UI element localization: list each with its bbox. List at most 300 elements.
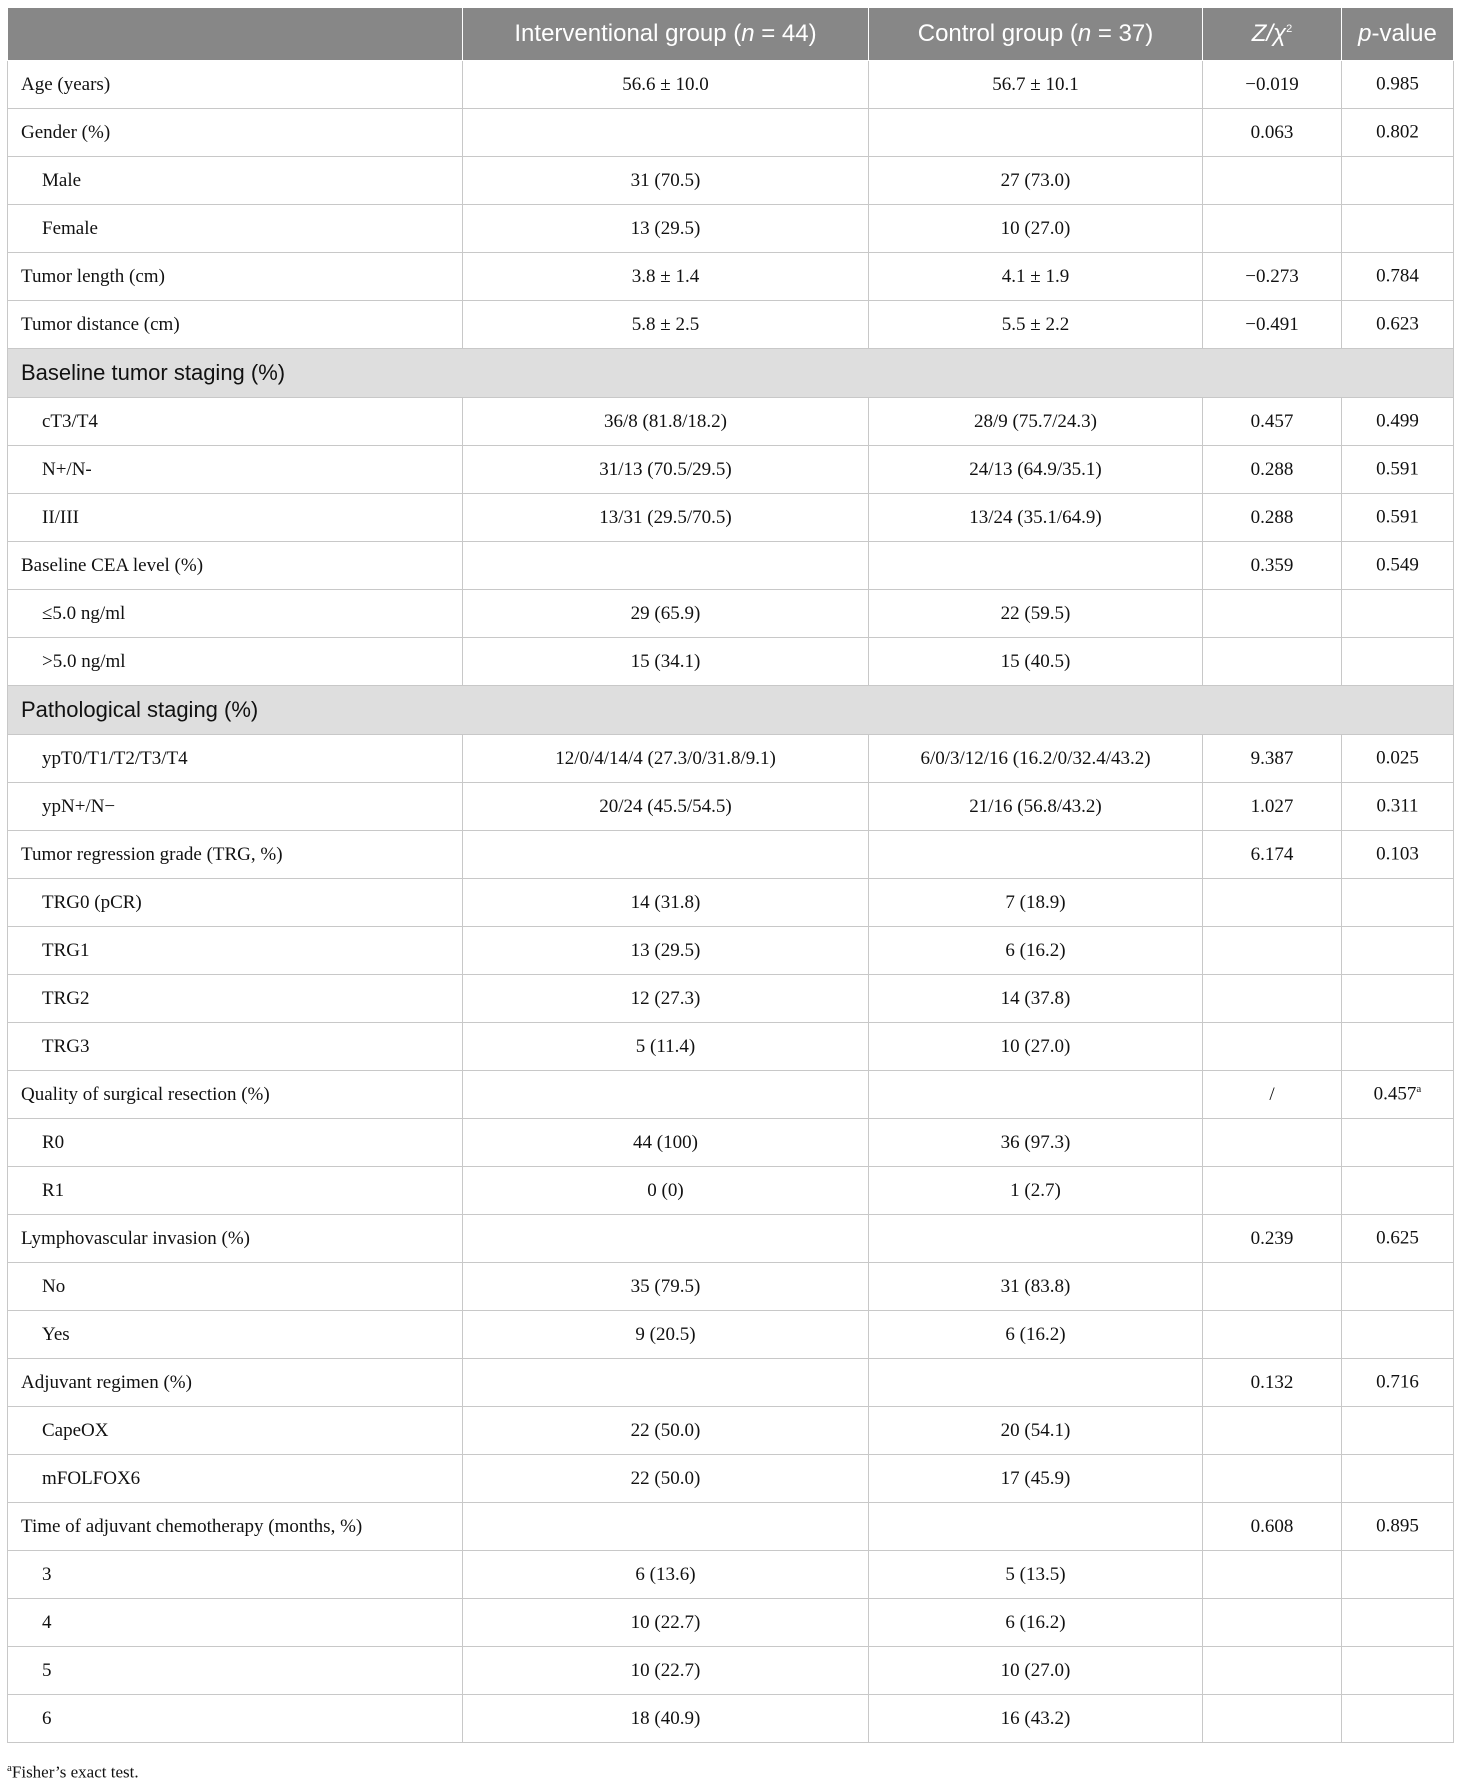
control-value-text: 6 (16.2) xyxy=(1005,1611,1066,1633)
control-value xyxy=(869,1119,1203,1167)
table-row xyxy=(8,590,1454,638)
p-value-text: 0.716 xyxy=(1376,1371,1419,1393)
footnote xyxy=(7,1762,139,1783)
row-label-text: TRG3 xyxy=(42,1035,90,1057)
interventional-value xyxy=(463,975,869,1023)
row-label xyxy=(8,1215,463,1263)
control-value xyxy=(869,1503,1203,1551)
p-value xyxy=(1342,1503,1454,1551)
header-p-letter: p xyxy=(1358,20,1372,47)
row-label-text: mFOLFOX6 xyxy=(42,1467,141,1489)
interventional-value xyxy=(463,1359,869,1407)
statistic-value xyxy=(1203,1263,1342,1311)
statistic-value xyxy=(1203,494,1342,542)
interventional-value-text: 22 (50.0) xyxy=(630,1419,701,1441)
statistic-value xyxy=(1203,831,1342,879)
header-interventional-n: n xyxy=(741,20,755,47)
statistic-value xyxy=(1203,301,1342,349)
control-value xyxy=(869,109,1203,157)
row-label xyxy=(8,205,463,253)
table-row xyxy=(8,301,1454,349)
header-interventional-pre: Interventional group ( xyxy=(514,20,742,47)
row-label xyxy=(8,1599,463,1647)
control-value-text: 27 (73.0) xyxy=(1000,169,1071,191)
table-row xyxy=(8,735,1454,783)
p-value xyxy=(1342,1167,1454,1215)
interventional-value xyxy=(463,1311,869,1359)
header-interventional-post: = 44) xyxy=(754,20,817,47)
statistic-value-text: 0.063 xyxy=(1250,121,1294,143)
interventional-value xyxy=(463,1551,869,1599)
row-label-text: ypN+/N− xyxy=(42,795,116,817)
control-value-text: 10 (27.0) xyxy=(1000,1659,1071,1681)
control-value-text: 10 (27.0) xyxy=(1000,217,1071,239)
section-row xyxy=(8,686,1454,735)
statistic-value xyxy=(1203,1647,1342,1695)
row-label-text: TRG0 (pCR) xyxy=(42,891,142,913)
p-value xyxy=(1342,1407,1454,1455)
p-value xyxy=(1342,109,1454,157)
statistic-value xyxy=(1203,590,1342,638)
control-value-text: 31 (83.8) xyxy=(1000,1275,1071,1297)
statistic-value xyxy=(1203,1167,1342,1215)
row-label-text: ≤5.0 ng/ml xyxy=(42,602,126,624)
control-value xyxy=(869,1167,1203,1215)
statistic-value xyxy=(1203,1695,1342,1743)
interventional-value xyxy=(463,398,869,446)
control-value-text: 14 (37.8) xyxy=(1000,987,1071,1009)
statistic-value xyxy=(1203,1503,1342,1551)
p-value xyxy=(1342,1215,1454,1263)
statistic-value-text: 0.608 xyxy=(1250,1515,1294,1537)
control-value xyxy=(869,1263,1203,1311)
row-label-text: 6 xyxy=(42,1707,52,1729)
control-value xyxy=(869,1455,1203,1503)
table-row xyxy=(8,1311,1454,1359)
row-label xyxy=(8,1695,463,1743)
p-value xyxy=(1342,975,1454,1023)
table-row xyxy=(8,927,1454,975)
interventional-value-text: 15 (34.1) xyxy=(630,650,701,672)
table-row xyxy=(8,1215,1454,1263)
table-row xyxy=(8,783,1454,831)
p-value-text: 0.802 xyxy=(1376,121,1419,143)
statistic-value xyxy=(1203,1023,1342,1071)
interventional-value xyxy=(463,735,869,783)
control-value xyxy=(869,590,1203,638)
interventional-value xyxy=(463,301,869,349)
control-value xyxy=(869,1647,1203,1695)
statistic-value xyxy=(1203,1215,1342,1263)
p-value-text: 0.895 xyxy=(1376,1515,1419,1537)
p-value xyxy=(1342,61,1454,109)
statistic-value-text: 0.288 xyxy=(1250,506,1294,528)
table-row xyxy=(8,1263,1454,1311)
row-label xyxy=(8,1407,463,1455)
row-label-text: 4 xyxy=(42,1611,52,1633)
interventional-value xyxy=(463,109,869,157)
row-label xyxy=(8,1647,463,1695)
statistic-value xyxy=(1203,879,1342,927)
row-label xyxy=(8,542,463,590)
control-value xyxy=(869,1407,1203,1455)
interventional-value-text: 56.6 ± 10.0 xyxy=(622,73,709,95)
header-control-pre: Control group ( xyxy=(917,20,1078,47)
header-statistic-sup: 2 xyxy=(1286,23,1293,35)
row-label xyxy=(8,927,463,975)
table-row xyxy=(8,638,1454,686)
p-value-text: 0.591 xyxy=(1376,506,1419,528)
control-value-text: 1 (2.7) xyxy=(1010,1179,1061,1201)
row-label xyxy=(8,975,463,1023)
p-value-text: 0.549 xyxy=(1376,554,1419,576)
interventional-value xyxy=(463,1071,869,1119)
p-value-text: 0.623 xyxy=(1376,313,1419,335)
footnote-marker: a xyxy=(7,1762,12,1774)
p-value xyxy=(1342,1023,1454,1071)
statistic-value-text: 1.027 xyxy=(1250,795,1294,817)
interventional-value xyxy=(463,1023,869,1071)
table-row xyxy=(8,1407,1454,1455)
row-label xyxy=(8,446,463,494)
p-value xyxy=(1342,1695,1454,1743)
statistic-value-text: 0.288 xyxy=(1250,458,1294,480)
table-row xyxy=(8,1023,1454,1071)
control-value-text: 13/24 (35.1/64.9) xyxy=(969,506,1102,528)
interventional-value xyxy=(463,879,869,927)
table-row xyxy=(8,61,1454,109)
control-value xyxy=(869,1215,1203,1263)
interventional-value xyxy=(463,494,869,542)
row-label-text: Tumor length (cm) xyxy=(21,265,165,287)
interventional-value xyxy=(463,1407,869,1455)
p-value xyxy=(1342,301,1454,349)
table-row xyxy=(8,109,1454,157)
table-row xyxy=(8,542,1454,590)
table-row xyxy=(8,1455,1454,1503)
statistic-value xyxy=(1203,975,1342,1023)
control-value-text: 10 (27.0) xyxy=(1000,1035,1071,1057)
header-control-n: n xyxy=(1077,20,1092,47)
statistic-value xyxy=(1203,1455,1342,1503)
footnote-text: Fisher’s exact test. xyxy=(11,1762,139,1782)
header-p-post: -value xyxy=(1371,20,1437,47)
statistic-value-text: 0.239 xyxy=(1250,1227,1294,1249)
interventional-value xyxy=(463,638,869,686)
p-value xyxy=(1342,542,1454,590)
statistic-value xyxy=(1203,638,1342,686)
interventional-value-text: 14 (31.8) xyxy=(630,891,701,913)
table-row xyxy=(8,1071,1454,1119)
interventional-value-text: 20/24 (45.5/54.5) xyxy=(599,795,732,817)
interventional-value xyxy=(463,157,869,205)
row-label-text: cT3/T4 xyxy=(42,410,98,432)
row-label xyxy=(8,1503,463,1551)
statistic-value xyxy=(1203,1359,1342,1407)
p-value-text: 0.311 xyxy=(1376,795,1419,817)
interventional-value xyxy=(463,1167,869,1215)
p-value-text: 0.591 xyxy=(1376,458,1419,480)
p-value xyxy=(1342,398,1454,446)
control-value xyxy=(869,446,1203,494)
table-row xyxy=(8,1647,1454,1695)
control-value xyxy=(869,927,1203,975)
statistic-value xyxy=(1203,783,1342,831)
row-label xyxy=(8,253,463,301)
table-row xyxy=(8,494,1454,542)
header-interventional-group xyxy=(463,8,869,61)
control-value-text: 20 (54.1) xyxy=(1000,1419,1071,1441)
p-value xyxy=(1342,157,1454,205)
p-value xyxy=(1342,446,1454,494)
row-label xyxy=(8,109,463,157)
table-row xyxy=(8,1599,1454,1647)
statistic-value xyxy=(1203,205,1342,253)
section-row xyxy=(8,349,1454,398)
statistic-value-text: 9.387 xyxy=(1250,747,1294,769)
p-value xyxy=(1342,1551,1454,1599)
table-row xyxy=(8,253,1454,301)
statistic-value xyxy=(1203,1071,1342,1119)
interventional-value-text: 3.8 ± 1.4 xyxy=(631,265,700,287)
control-value-text: 16 (43.2) xyxy=(1000,1707,1071,1729)
control-value-text: 6 (16.2) xyxy=(1005,939,1066,961)
statistic-value xyxy=(1203,735,1342,783)
statistic-value xyxy=(1203,61,1342,109)
row-label-text: Male xyxy=(42,169,82,191)
p-value xyxy=(1342,879,1454,927)
interventional-value-text: 22 (50.0) xyxy=(630,1467,701,1489)
table-header-row xyxy=(8,8,1454,61)
statistic-value-text: 0.457 xyxy=(1250,410,1294,432)
header-statistic-chi: /χ xyxy=(1266,20,1287,47)
control-value-text: 5.5 ± 2.2 xyxy=(1001,313,1070,335)
statistic-value-text: −0.019 xyxy=(1245,73,1299,95)
row-label xyxy=(8,1023,463,1071)
row-label xyxy=(8,157,463,205)
p-value xyxy=(1342,590,1454,638)
control-value xyxy=(869,783,1203,831)
interventional-value xyxy=(463,1263,869,1311)
control-value-text: 15 (40.5) xyxy=(1000,650,1071,672)
p-value-text: 0.457 xyxy=(1373,1083,1417,1105)
control-value-text: 24/13 (64.9/35.1) xyxy=(969,458,1102,480)
row-label-text: R0 xyxy=(42,1131,65,1153)
p-value xyxy=(1342,1311,1454,1359)
p-value xyxy=(1342,1647,1454,1695)
row-label xyxy=(8,1119,463,1167)
row-label xyxy=(8,1263,463,1311)
statistic-value xyxy=(1203,1599,1342,1647)
p-value xyxy=(1342,253,1454,301)
section-label: Pathological staging (%) xyxy=(8,686,1454,735)
interventional-value xyxy=(463,1455,869,1503)
row-label xyxy=(8,590,463,638)
row-label xyxy=(8,1551,463,1599)
row-label-text: 3 xyxy=(42,1563,52,1585)
row-label-text: CapeOX xyxy=(42,1419,109,1441)
statistic-value-text: / xyxy=(1269,1083,1275,1105)
control-value xyxy=(869,1551,1203,1599)
interventional-value xyxy=(463,446,869,494)
control-value xyxy=(869,398,1203,446)
row-label xyxy=(8,831,463,879)
control-value xyxy=(869,542,1203,590)
row-label xyxy=(8,783,463,831)
interventional-value-text: 44 (100) xyxy=(633,1131,698,1153)
header-control-group xyxy=(869,8,1203,61)
control-value xyxy=(869,301,1203,349)
row-label xyxy=(8,398,463,446)
table-row xyxy=(8,1359,1454,1407)
header-statistic-z: Z xyxy=(1251,20,1267,47)
characteristics-table xyxy=(7,7,1454,1743)
p-value xyxy=(1342,1455,1454,1503)
interventional-value xyxy=(463,253,869,301)
interventional-value-text: 13 (29.5) xyxy=(630,217,701,239)
interventional-value-text: 10 (22.7) xyxy=(630,1659,701,1681)
control-value-text: 6/0/3/12/16 (16.2/0/32.4/43.2) xyxy=(920,747,1151,769)
statistic-value xyxy=(1203,157,1342,205)
control-value-text: 5 (13.5) xyxy=(1005,1563,1066,1585)
row-label-text: TRG2 xyxy=(42,987,90,1009)
table-row xyxy=(8,831,1454,879)
table-container xyxy=(7,7,1453,1743)
p-value xyxy=(1342,735,1454,783)
statistic-value xyxy=(1203,253,1342,301)
interventional-value-text: 5 (11.4) xyxy=(635,1035,696,1057)
control-value xyxy=(869,975,1203,1023)
p-value xyxy=(1342,1119,1454,1167)
interventional-value xyxy=(463,927,869,975)
control-value xyxy=(869,1071,1203,1119)
control-value-text: 4.1 ± 1.9 xyxy=(1001,265,1070,287)
p-value-text: 0.025 xyxy=(1376,747,1419,769)
p-value xyxy=(1342,927,1454,975)
p-value xyxy=(1342,1263,1454,1311)
statistic-value xyxy=(1203,1407,1342,1455)
interventional-value-text: 0 (0) xyxy=(647,1179,684,1201)
control-value xyxy=(869,1599,1203,1647)
row-label xyxy=(8,61,463,109)
control-value xyxy=(869,157,1203,205)
p-value xyxy=(1342,831,1454,879)
row-label-text: Age (years) xyxy=(21,73,111,95)
table-row xyxy=(8,157,1454,205)
interventional-value-text: 5.8 ± 2.5 xyxy=(631,313,700,335)
row-label-text: TRG1 xyxy=(42,939,90,961)
interventional-value xyxy=(463,205,869,253)
control-value xyxy=(869,638,1203,686)
statistic-value xyxy=(1203,1119,1342,1167)
row-label xyxy=(8,735,463,783)
p-value xyxy=(1342,494,1454,542)
statistic-value-text: 6.174 xyxy=(1250,843,1294,865)
interventional-value-text: 29 (65.9) xyxy=(630,602,701,624)
row-label-text: N+/N- xyxy=(42,458,92,480)
table-row xyxy=(8,1167,1454,1215)
row-label-text: No xyxy=(42,1275,66,1297)
statistic-value xyxy=(1203,446,1342,494)
control-value xyxy=(869,1023,1203,1071)
control-value xyxy=(869,1359,1203,1407)
row-label-text: 5 xyxy=(42,1659,52,1681)
interventional-value-text: 31 (70.5) xyxy=(630,169,701,191)
interventional-value-text: 36/8 (81.8/18.2) xyxy=(604,410,727,432)
interventional-value xyxy=(463,590,869,638)
row-label xyxy=(8,1167,463,1215)
interventional-value xyxy=(463,1695,869,1743)
statistic-value-text: −0.491 xyxy=(1245,313,1299,335)
row-label-text: R1 xyxy=(42,1179,65,1201)
header-statistic xyxy=(1203,8,1342,61)
row-label-text: >5.0 ng/ml xyxy=(42,650,126,672)
p-value xyxy=(1342,783,1454,831)
interventional-value xyxy=(463,1119,869,1167)
table-body xyxy=(8,61,1454,1743)
p-value-text: 0.985 xyxy=(1376,73,1419,95)
interventional-value xyxy=(463,1647,869,1695)
interventional-value-text: 12 (27.3) xyxy=(630,987,701,1009)
control-value-text: 6 (16.2) xyxy=(1005,1323,1066,1345)
row-label-text: Yes xyxy=(42,1323,70,1345)
row-label xyxy=(8,494,463,542)
p-value-footnote-marker: a xyxy=(1416,1083,1422,1096)
p-value-text: 0.625 xyxy=(1376,1227,1419,1249)
table-row xyxy=(8,1119,1454,1167)
row-label xyxy=(8,1359,463,1407)
control-value-text: 17 (45.9) xyxy=(1000,1467,1071,1489)
control-value-text: 56.7 ± 10.1 xyxy=(992,73,1079,95)
statistic-value-text: 0.132 xyxy=(1250,1371,1294,1393)
interventional-value-text: 12/0/4/14/4 (27.3/0/31.8/9.1) xyxy=(555,747,776,769)
statistic-value xyxy=(1203,1311,1342,1359)
p-value-text: 0.499 xyxy=(1376,410,1419,432)
statistic-value xyxy=(1203,927,1342,975)
row-label-text: Gender (%) xyxy=(21,121,111,143)
interventional-value xyxy=(463,542,869,590)
statistic-value xyxy=(1203,1551,1342,1599)
p-value xyxy=(1342,1071,1454,1119)
row-label xyxy=(8,1071,463,1119)
row-label-text: ypT0/T1/T2/T3/T4 xyxy=(42,747,188,769)
control-value-text: 36 (97.3) xyxy=(1000,1131,1071,1153)
row-label-text: Tumor distance (cm) xyxy=(21,313,180,335)
row-label-text: Time of adjuvant chemotherapy (months, %) xyxy=(21,1515,363,1537)
p-value-text: 0.103 xyxy=(1376,843,1419,865)
p-value-text: 0.784 xyxy=(1376,265,1419,287)
interventional-value-text: 31/13 (70.5/29.5) xyxy=(599,458,732,480)
table-row xyxy=(8,879,1454,927)
row-label xyxy=(8,879,463,927)
row-label xyxy=(8,1311,463,1359)
control-value-text: 22 (59.5) xyxy=(1000,602,1071,624)
interventional-value-text: 35 (79.5) xyxy=(630,1275,701,1297)
table-row xyxy=(8,1695,1454,1743)
statistic-value xyxy=(1203,109,1342,157)
control-value xyxy=(869,61,1203,109)
table-row xyxy=(8,398,1454,446)
control-value xyxy=(869,205,1203,253)
interventional-value xyxy=(463,61,869,109)
control-value xyxy=(869,735,1203,783)
p-value xyxy=(1342,638,1454,686)
table-row xyxy=(8,1503,1454,1551)
header-p-value xyxy=(1342,8,1454,61)
section-label: Baseline tumor staging (%) xyxy=(8,349,1454,398)
control-value xyxy=(869,253,1203,301)
table-row xyxy=(8,205,1454,253)
